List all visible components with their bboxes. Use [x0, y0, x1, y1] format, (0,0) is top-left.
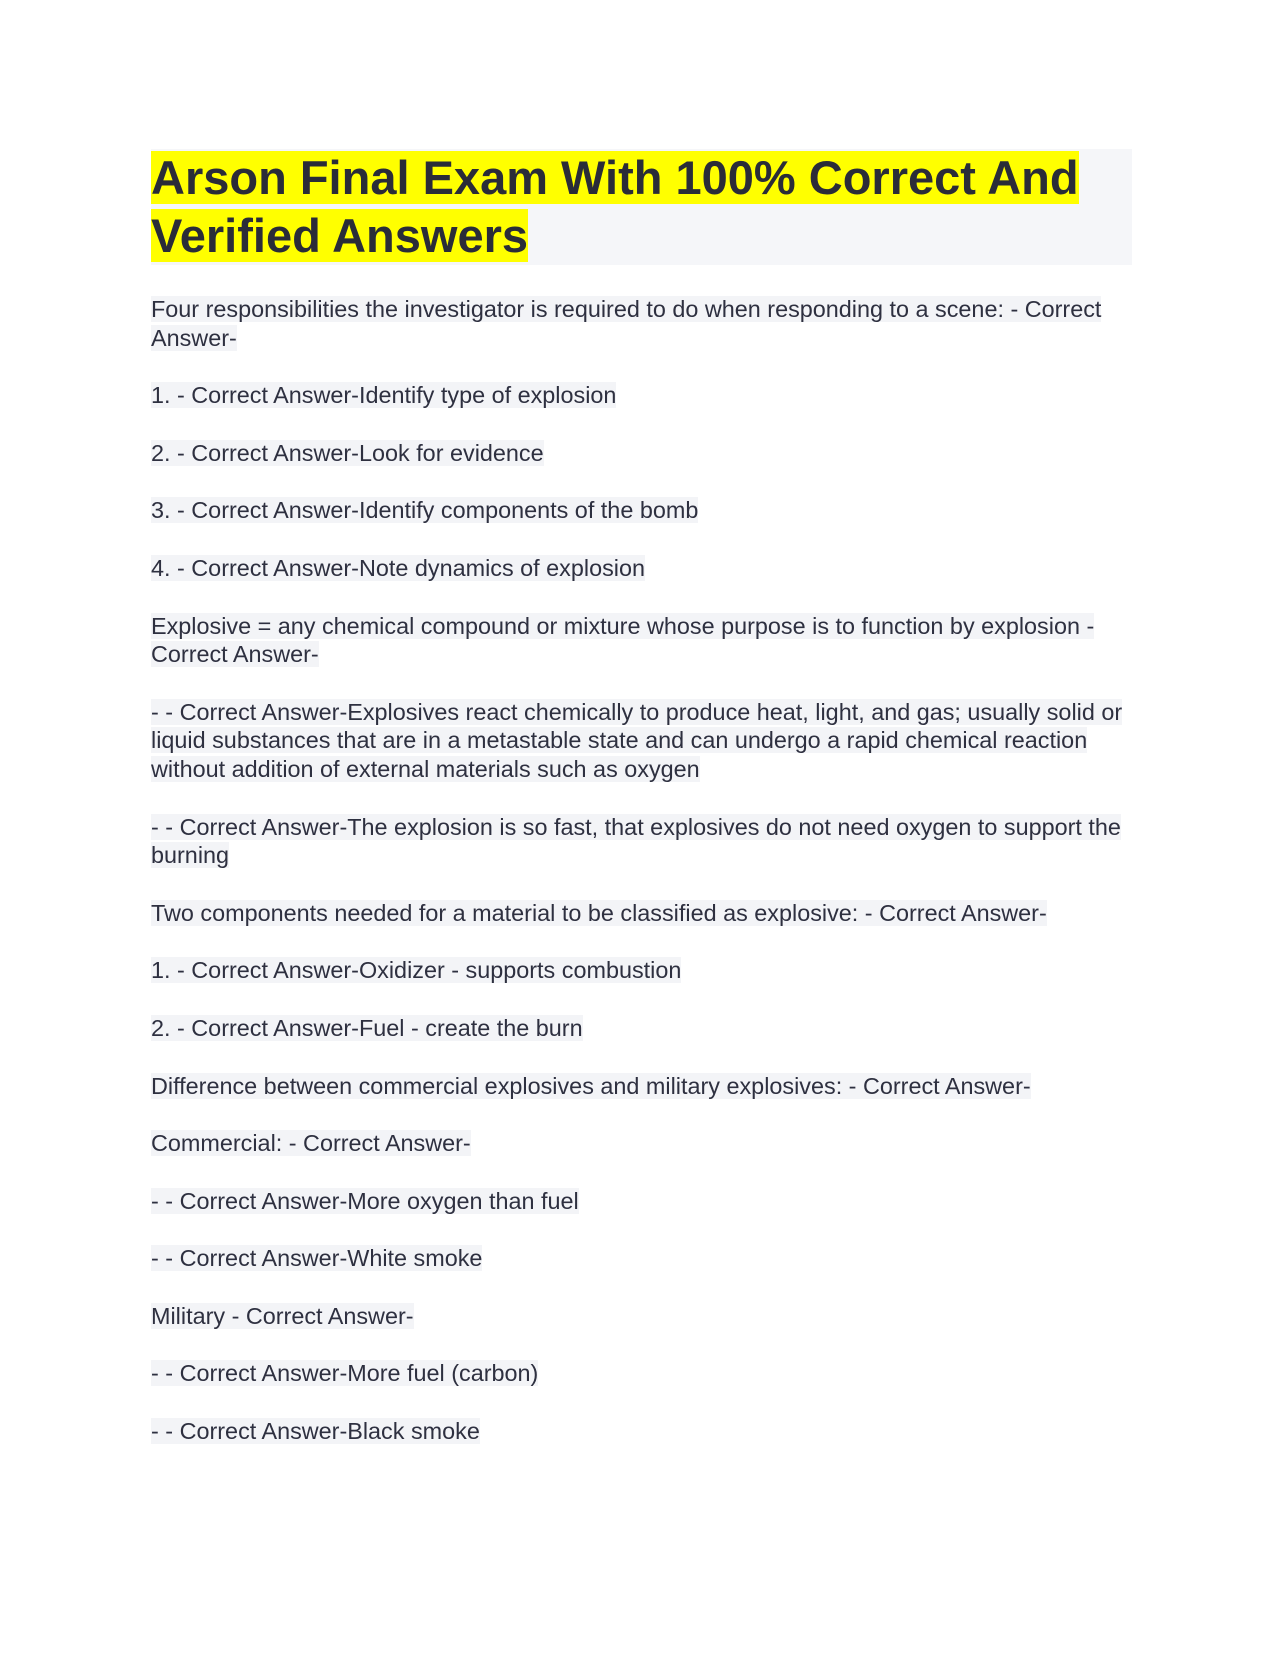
answer-paragraph: Military - Correct Answer-: [151, 1302, 414, 1329]
document-page: [151, 149, 1132, 1475]
answer-paragraph: - - Correct Answer-Explosives react chemically to produce heat, light, and gas; usually solid or liquid substances that are in a metastable state and can undergo a rapid chemical reaction without addition of external materials such as oxygen: [151, 698, 1123, 782]
title-block: [151, 149, 1132, 265]
answer-paragraph: - - Correct Answer-More oxygen than fuel: [151, 1187, 579, 1214]
answer-paragraph: - - Correct Answer-Black smoke: [151, 1418, 480, 1445]
answer-paragraph: Commercial: - Correct Answer-: [151, 1130, 471, 1157]
question-paragraph: Explosive = any chemical compound or mixture whose purpose is to function by explosion - Correct Answer-: [151, 612, 1095, 668]
question-paragraph: Four responsibilities the investigator is required to do when responding to a scene: - Correct Answer-: [151, 296, 1102, 351]
answer-paragraph: - - Correct Answer-White smoke: [151, 1245, 483, 1272]
document-title-text: Arson Final Exam With 100% Correct And Verified Answers: [151, 151, 1079, 262]
answer-paragraph: 3. - Correct Answer-Identify components of the bomb: [151, 497, 699, 524]
question-paragraph: Difference between commercial explosives and military explosives: - Correct Answer-: [151, 1072, 1031, 1099]
question-paragraph: Two components needed for a material to be classified as explosive: - Correct Answer-: [151, 899, 1047, 926]
answer-paragraph: 4. - Correct Answer-Note dynamics of explosion: [151, 554, 646, 581]
answer-paragraph: 2. - Correct Answer-Fuel - create the burn: [151, 1014, 583, 1041]
document-title: [151, 149, 1132, 265]
answer-paragraph: 1. - Correct Answer-Oxidizer - supports combustion: [151, 957, 682, 984]
answer-paragraph: - - Correct Answer-More fuel (carbon): [151, 1360, 539, 1387]
answer-paragraph: 2. - Correct Answer-Look for evidence: [151, 439, 544, 466]
answer-paragraph: 1. - Correct Answer-Identify type of explosion: [151, 382, 617, 409]
answer-paragraph: - - Correct Answer-The explosion is so fast, that explosives do not need oxygen to support the burning: [151, 813, 1121, 869]
